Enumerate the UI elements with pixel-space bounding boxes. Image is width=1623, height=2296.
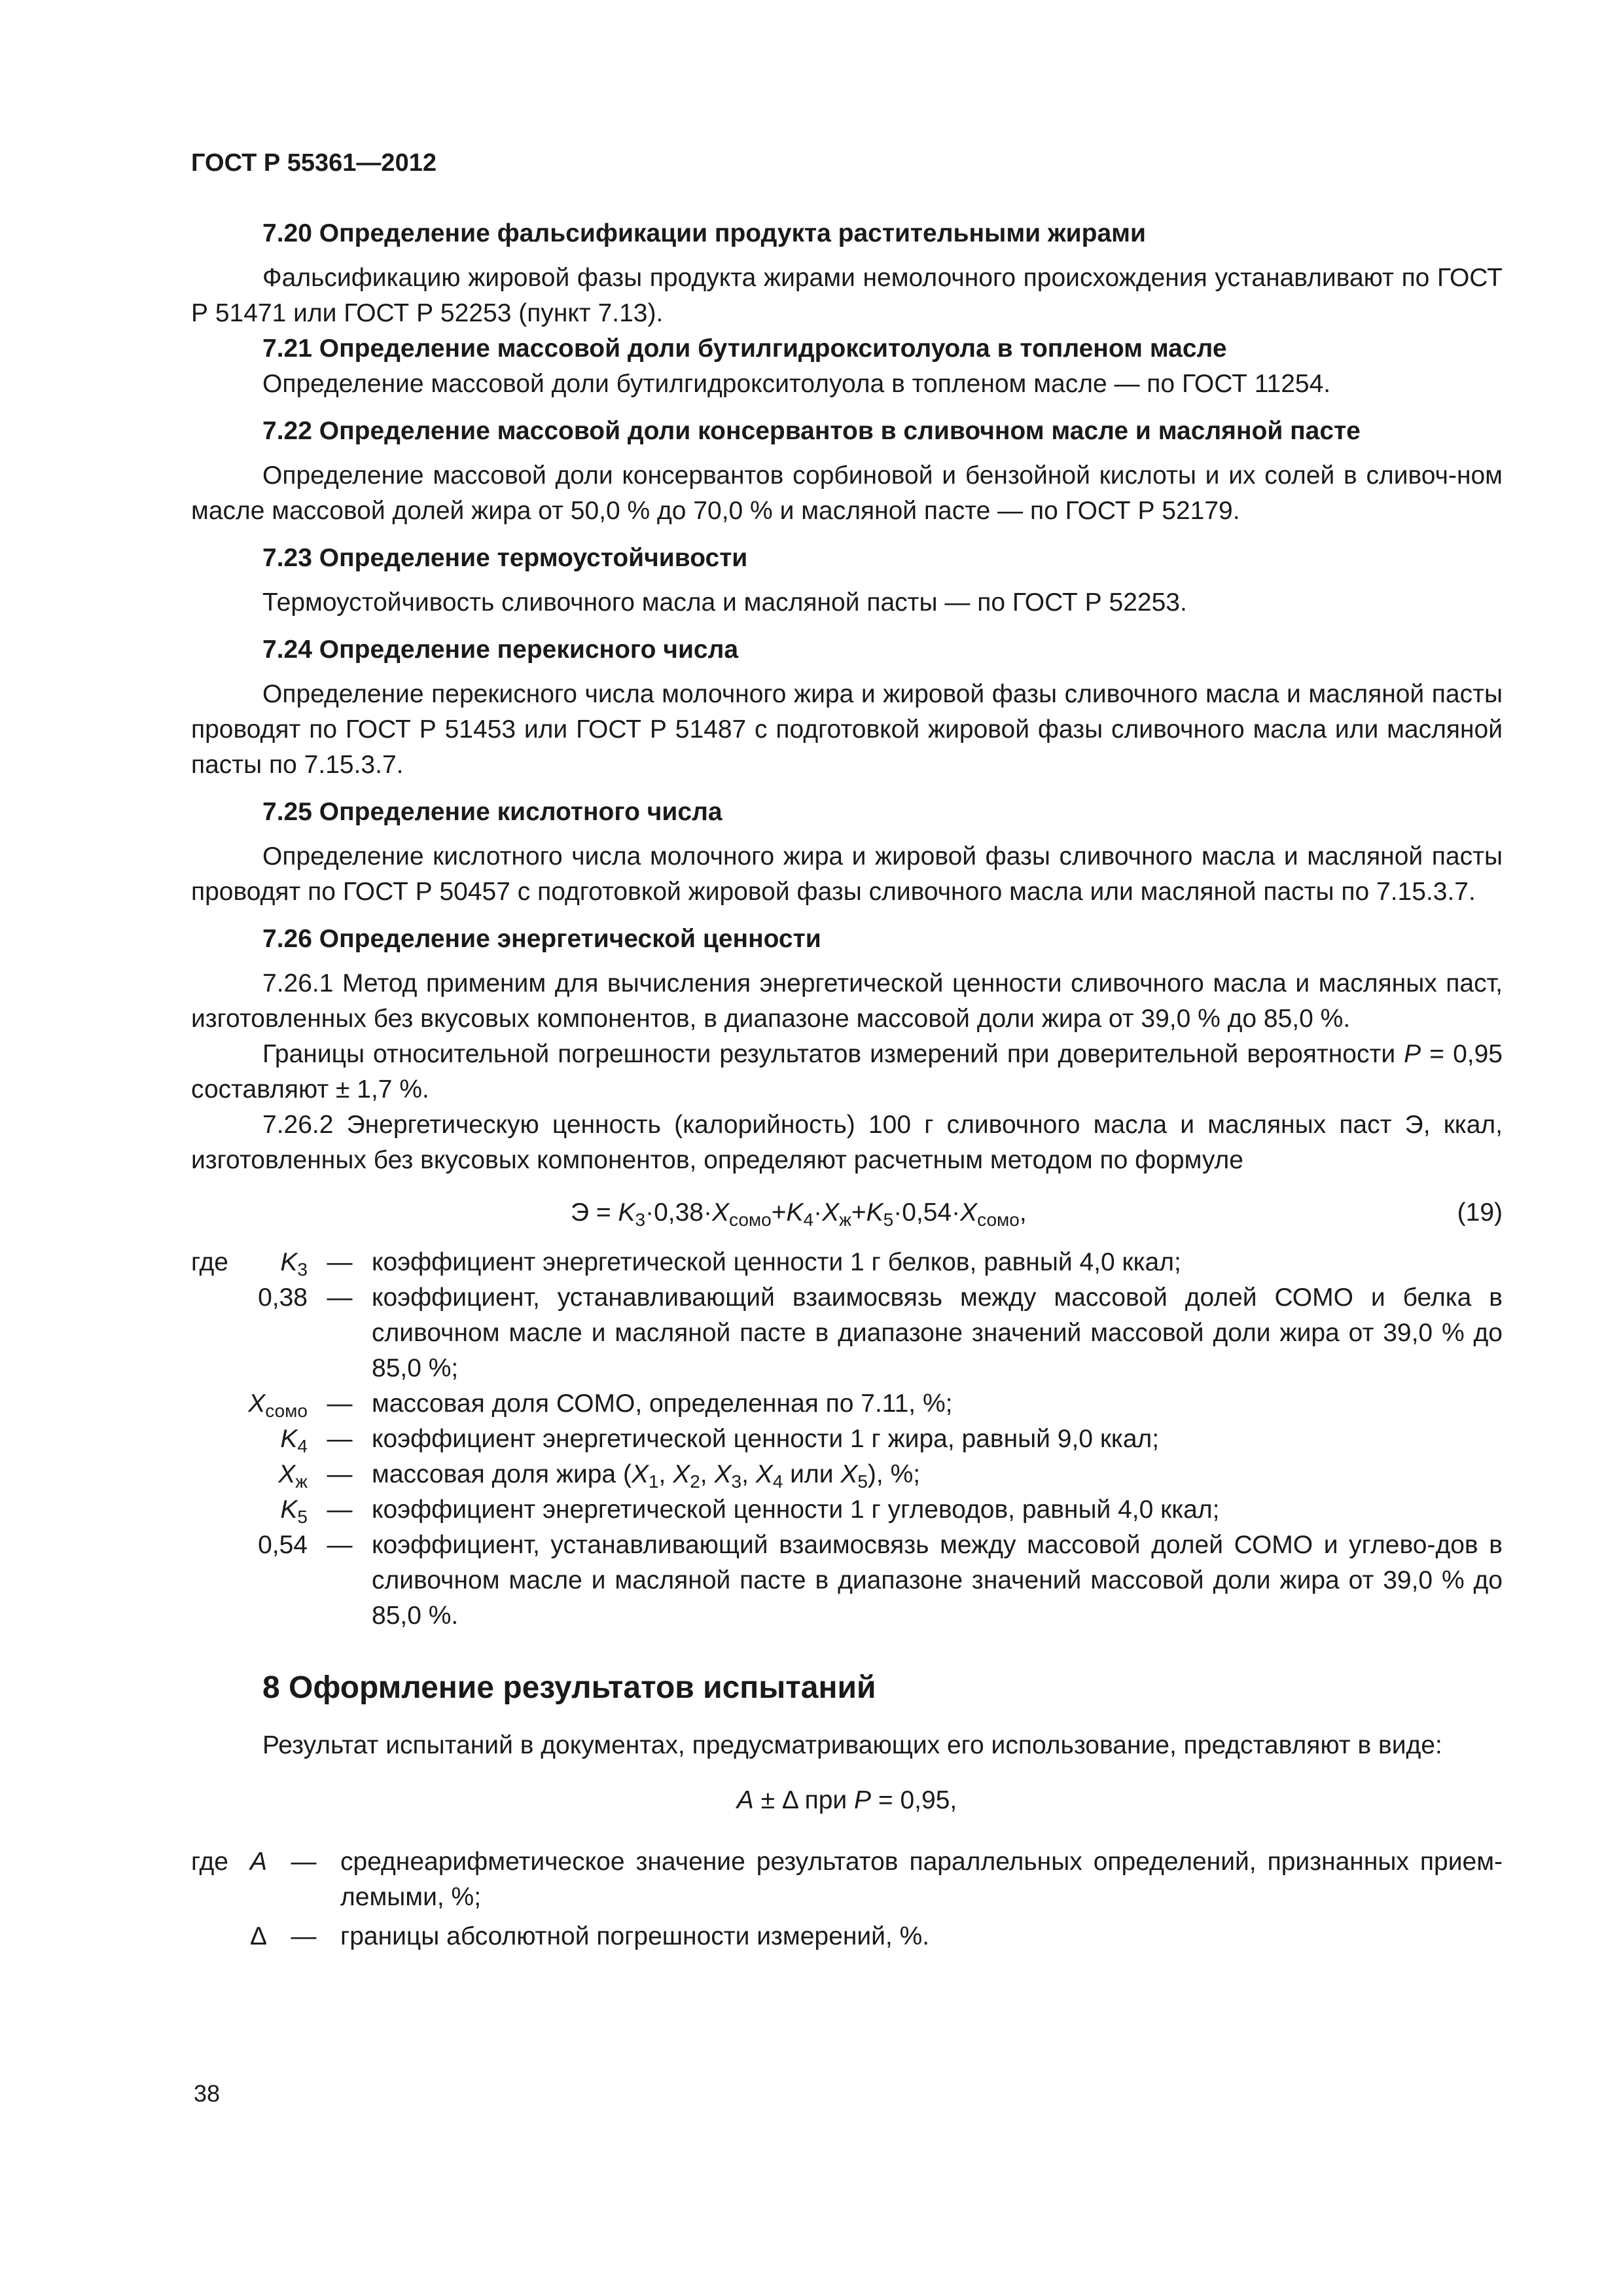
result-formula: A ± Δ при P = 0,95, — [736, 1786, 957, 1814]
section-heading-7-25: 7.25 Определение кислотного числа — [262, 798, 722, 826]
section-heading-8: 8 Оформление результатов испытаний — [262, 1670, 876, 1705]
paragraph-7-25: Определение кислотного числа молочного жира и жировой фазы сливочного масла и масляной пасты проводят по ГОСТ Р 50457 с подготовкой жировой фазы сливочного масла или масляной пасты по 7.15.3.7. — [191, 842, 1503, 906]
section-heading-7-24: 7.24 Определение перекисного числа — [262, 636, 739, 664]
formula-19-definitions — [191, 1245, 1503, 1634]
formula-19 — [191, 1185, 1503, 1241]
section-heading-7-23: 7.23 Определение термоустойчивости — [262, 544, 748, 572]
paragraph-7-23: Термоустойчивость сливочного масла и масляной пасты — по ГОСТ Р 52253. — [262, 588, 1187, 617]
paragraph-7-22: Определение массовой доли консервантов сорбиновой и бензойной кислоты и их солей в сливоч-ном масле массовой долей жира от 50,0 % до 70,0 % и масляной пасте — по ГОСТ Р 52179. — [191, 461, 1503, 525]
definition-row-a: где A — среднеарифметическое значение результатов параллельных определений, признанных прием-лемыми, %; — [191, 1848, 1503, 1911]
result-definitions — [191, 1844, 1503, 1954]
paragraph-8: Результат испытаний в документах, предусматривающих его использование, представляют в виде: — [262, 1731, 1442, 1759]
page-number: 38 — [194, 2080, 221, 2107]
definition-row-xsomo: $X_{сомо}$ — массовая доля СОМО, определенная по 7.11, %; — [248, 1390, 953, 1421]
section-heading-7-22: 7.22 Определение массовой доли консервантов в сливочном масле и масляной пасте — [262, 417, 1361, 445]
definition-row-delta: Δ — границы абсолютной погрешности измерений, %. — [249, 1922, 930, 1950]
definition-row-xzh: $X_ж$ — массовая доля жира ($X_1$, $X_2$, $X_3$, $X_4$ или $X_5$), %; — [278, 1460, 921, 1492]
definition-row-k3: где $K_3$ — коэффициент энергетической ценности 1 г белков, равный 4,0 ккал; — [191, 1248, 1181, 1280]
formula-19-expression: $Э = K_3\cdot 0,38\cdot X_{сомо}+K_4\cdot X_ж+K_5\cdot 0,54\cdot X_{сомо}$, — [571, 1198, 1027, 1230]
paragraph-7-20: Фальсификацию жировой фазы продукта жирами немолочного происхождения устанавливают по ГОСТ Р 51471 или ГОСТ Р 52253 (пункт 7.13). — [191, 264, 1503, 327]
page-content — [191, 216, 1503, 1958]
definition-row-0-38: 0,38 — коэффициент, устанавливающий взаимосвязь между массовой долей СОМО и белка в сливочном масле и масляной пасте в диапазоне значений массовой доли жира от 39,0 % до 85,0 %; — [258, 1283, 1503, 1382]
section-heading-7-26: 7.26 Определение энергетической ценности — [262, 925, 821, 953]
formula-19-number: (19) — [1457, 1198, 1503, 1227]
running-header: ГОСТ Р 55361—2012 — [191, 149, 437, 177]
paragraph-7-26-1: 7.26.1 Метод применим для вычисления энергетической ценности сливочного масла и масляных паст, изготовленных без вкусовых компонентов, в диапазоне массовой доли жира от 39,0 % до 85,0 %. — [191, 969, 1503, 1033]
section-heading-7-21: 7.21 Определение массовой доли бутилгидрокситолуола в топленом масле — [262, 334, 1227, 363]
definition-row-k5: $K_5$ — коэффициент энергетической ценности 1 г углеводов, равный 4,0 ккал; — [280, 1496, 1220, 1527]
paragraph-7-26-2: 7.26.2 Энергетическую ценность (калорийность) 100 г сливочного масла и масляных паст Э, ккал, изготовленных без вкусовых компонентов, определяют расчетным методом по формуле — [191, 1111, 1503, 1174]
paragraph-7-21: Определение массовой доли бутилгидрокситолуола в топленом масле — по ГОСТ 11254. — [262, 370, 1331, 398]
section-heading-7-20: 7.20 Определение фальсификации продукта растительными жирами — [262, 219, 1146, 247]
definition-row-0-54: 0,54 — коэффициент, устанавливающий взаимосвязь между массовой долей СОМО и углево-дов в сливочном масле и масляной пасте в диапазоне значений массовой доли жира от 39,0 % до 85,0 %. — [258, 1531, 1503, 1630]
paragraph-7-24: Определение перекисного числа молочного жира и жировой фазы сливочного масла и масляной пасты проводят по ГОСТ Р 51453 или ГОСТ Р 51487 с подготовкой жировой фазы сливочного масла или масляной пасты по 7.15.3.7. — [191, 680, 1503, 779]
definition-row-k4: $K_4$ — коэффициент энергетической ценности 1 г жира, равный 9,0 ккал; — [280, 1425, 1160, 1456]
paragraph-7-26-1-error: Границы относительной погрешности результатов измерений при доверительной вероятности P = 0,95 составляют ± 1,7 %. — [191, 1040, 1503, 1103]
